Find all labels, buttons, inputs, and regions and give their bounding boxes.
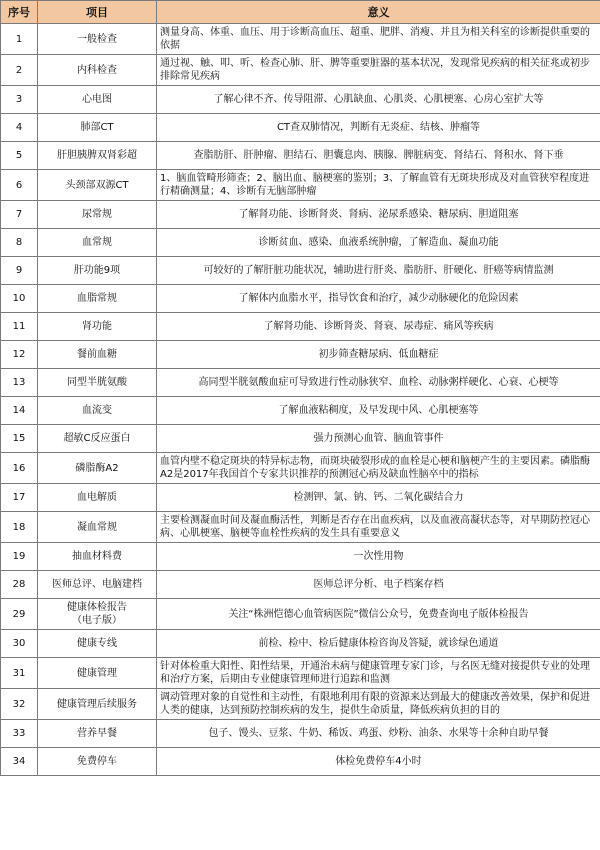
row-no: 18 xyxy=(1,512,38,543)
table-row xyxy=(1,543,600,571)
row-meaning: 了解体内血脂水平，指导饮食和治疗，减少动脉硬化的危险因素 xyxy=(157,285,600,313)
table-row xyxy=(1,229,600,257)
row-no: 8 xyxy=(1,229,38,257)
row-meaning: 血管内壁不稳定斑块的特异标志物，而斑块破裂形成的血栓是心梗和脑梗产生的主要因素。磷脂酶A2是2017年我国首个专家共识推荐的预测冠心病及缺血性脑卒中的指标 xyxy=(157,453,600,484)
row-no: 17 xyxy=(1,484,38,512)
row-item: 肝功能9项 xyxy=(38,257,157,285)
row-item: 肺部CT xyxy=(38,114,157,142)
row-meaning: 检测钾、氯、钠、钙、二氧化碳结合力 xyxy=(157,484,600,512)
table-row xyxy=(1,114,600,142)
row-item: 血脂常规 xyxy=(38,285,157,313)
row-meaning: 了解心律不齐、传导阻滞、心肌缺血、心肌炎、心肌梗塞、心房心室扩大等 xyxy=(157,86,600,114)
row-meaning: 调动管理对象的自觉性和主动性，有限地利用有限的资源来达到最大的健康改善效果，保护和促进人类的健康，达到预防控制疾病的发生，提供生命质量，降低疾病负担的目的 xyxy=(157,689,600,720)
row-meaning: 了解肾功能、诊断肾炎、肾衰、尿毒症、痛风等疾病 xyxy=(157,313,600,341)
row-meaning: 可较好的了解肝脏功能状况，辅助进行肝炎、脂肪肝、肝硬化、肝癌等病情监测 xyxy=(157,257,600,285)
row-meaning: 体检免费停车4小时 xyxy=(157,748,600,776)
row-item: 医师总评、电脑建档 xyxy=(38,571,157,599)
row-item: 磷脂酶A2 xyxy=(38,453,157,484)
row-item: 血流变 xyxy=(38,397,157,425)
table-row xyxy=(1,55,600,86)
row-no: 33 xyxy=(1,720,38,748)
row-no: 7 xyxy=(1,201,38,229)
row-no: 12 xyxy=(1,341,38,369)
row-no: 10 xyxy=(1,285,38,313)
header-item: 项目 xyxy=(38,1,157,24)
table-row xyxy=(1,369,600,397)
row-no: 4 xyxy=(1,114,38,142)
row-meaning: 关注“株洲恺德心血管病医院”微信公众号，免费查询电子版体检报告 xyxy=(157,599,600,630)
row-no: 2 xyxy=(1,55,38,86)
row-meaning: 高同型半胱氨酸血症可导致进行性动脉狭窄、血栓、动脉粥样硬化、心衰、心梗等 xyxy=(157,369,600,397)
table-row xyxy=(1,24,600,55)
row-meaning: 了解血液粘稠度，及早发现中风、心肌梗塞等 xyxy=(157,397,600,425)
row-meaning: 前检、检中、检后健康体检咨询及答疑，就诊绿色通道 xyxy=(157,630,600,658)
row-no: 5 xyxy=(1,142,38,170)
table-row xyxy=(1,86,600,114)
row-item: 尿常规 xyxy=(38,201,157,229)
row-no: 28 xyxy=(1,571,38,599)
row-meaning: 医师总评分析、电子档案存档 xyxy=(157,571,600,599)
table-row xyxy=(1,257,600,285)
row-meaning: 初步筛查糖尿病、低血糖症 xyxy=(157,341,600,369)
table-row xyxy=(1,453,600,484)
row-meaning: 强力预测心血管、脑血管事件 xyxy=(157,425,600,453)
table-row xyxy=(1,397,600,425)
table-row xyxy=(1,201,600,229)
table-row xyxy=(1,689,600,720)
row-no: 34 xyxy=(1,748,38,776)
row-item: 凝血常规 xyxy=(38,512,157,543)
header-meaning: 意义 xyxy=(157,1,600,24)
table-row xyxy=(1,630,600,658)
row-item: 营养早餐 xyxy=(38,720,157,748)
row-no: 14 xyxy=(1,397,38,425)
row-meaning: 1、脑血管畸形筛查；2、脑出血、脑梗塞的鉴别；3、了解血管有无斑块形成及对血管狭窄程度进行精确测量；4、诊断有无脑部肿瘤 xyxy=(157,170,600,201)
header-no: 序号 xyxy=(1,1,38,24)
row-item: 肾功能 xyxy=(38,313,157,341)
table-row xyxy=(1,658,600,689)
row-no: 29 xyxy=(1,599,38,630)
row-item: 健康体检报告 （电子版） xyxy=(38,599,157,630)
table-row xyxy=(1,484,600,512)
row-item: 餐前血糖 xyxy=(38,341,157,369)
row-no: 11 xyxy=(1,313,38,341)
row-item: 健康专线 xyxy=(38,630,157,658)
row-item: 一般检查 xyxy=(38,24,157,55)
row-item: 血电解质 xyxy=(38,484,157,512)
row-meaning: 诊断贫血、感染、血液系统肿瘤，了解造血、凝血功能 xyxy=(157,229,600,257)
row-item: 同型半胱氨酸 xyxy=(38,369,157,397)
row-meaning: 包子、馒头、豆浆、牛奶、稀饭、鸡蛋、炒粉、油条、水果等十余种自助早餐 xyxy=(157,720,600,748)
table-row xyxy=(1,170,600,201)
table-row xyxy=(1,748,600,776)
row-item: 内科检查 xyxy=(38,55,157,86)
row-item: 健康管理 xyxy=(38,658,157,689)
table-header-row xyxy=(1,1,600,24)
row-item: 头颈部双源CT xyxy=(38,170,157,201)
row-meaning: CT查双肺情况，判断有无炎症、结核、肿瘤等 xyxy=(157,114,600,142)
row-no: 32 xyxy=(1,689,38,720)
row-item: 抽血材料费 xyxy=(38,543,157,571)
row-no: 31 xyxy=(1,658,38,689)
row-no: 1 xyxy=(1,24,38,55)
row-meaning: 针对体检重大阳性、阳性结果，开通治未病与健康管理专家门诊，与名医无缝对接提供专业的处理和治疗方案，后期由专业健康管理师进行追踪和监测 xyxy=(157,658,600,689)
row-no: 13 xyxy=(1,369,38,397)
row-meaning: 了解肾功能、诊断肾炎、肾病、泌尿系感染、糖尿病、胆道阻塞 xyxy=(157,201,600,229)
row-meaning: 主要检测凝血时间及凝血酶活性，判断是否存在出血疾病，以及血液高凝状态等，对早期防控冠心病、心肌梗塞、脑梗等血栓性疾病的发生具有重要意义 xyxy=(157,512,600,543)
table-row xyxy=(1,341,600,369)
row-no: 15 xyxy=(1,425,38,453)
row-item: 健康管理后续服务 xyxy=(38,689,157,720)
row-meaning: 查脂肪肝、肝肿瘤、胆结石、胆囊息肉、胰腺、脾脏病变、肾结石、肾积水、肾下垂 xyxy=(157,142,600,170)
row-item: 肝胆胰脾双肾彩超 xyxy=(38,142,157,170)
row-item: 心电图 xyxy=(38,86,157,114)
table-row xyxy=(1,599,600,630)
row-no: 19 xyxy=(1,543,38,571)
row-item: 血常规 xyxy=(38,229,157,257)
table-row xyxy=(1,285,600,313)
table-row xyxy=(1,512,600,543)
table-row xyxy=(1,720,600,748)
row-no: 16 xyxy=(1,453,38,484)
table-row xyxy=(1,142,600,170)
row-meaning: 通过视、触、叩、听、检查心肺、肝、脾等重要脏器的基本状况，发现常见疾病的相关征兆或初步排除常见疾病 xyxy=(157,55,600,86)
row-meaning: 测量身高、体重、血压、用于诊断高血压、超重、肥胖、消瘦、并且为相关科室的诊断提供重要的依据 xyxy=(157,24,600,55)
row-meaning: 一次性用物 xyxy=(157,543,600,571)
row-no: 3 xyxy=(1,86,38,114)
table-row xyxy=(1,425,600,453)
row-item: 超敏C反应蛋白 xyxy=(38,425,157,453)
row-item: 免费停车 xyxy=(38,748,157,776)
row-no: 6 xyxy=(1,170,38,201)
row-no: 9 xyxy=(1,257,38,285)
row-no: 30 xyxy=(1,630,38,658)
table-row xyxy=(1,313,600,341)
table-row xyxy=(1,571,600,599)
